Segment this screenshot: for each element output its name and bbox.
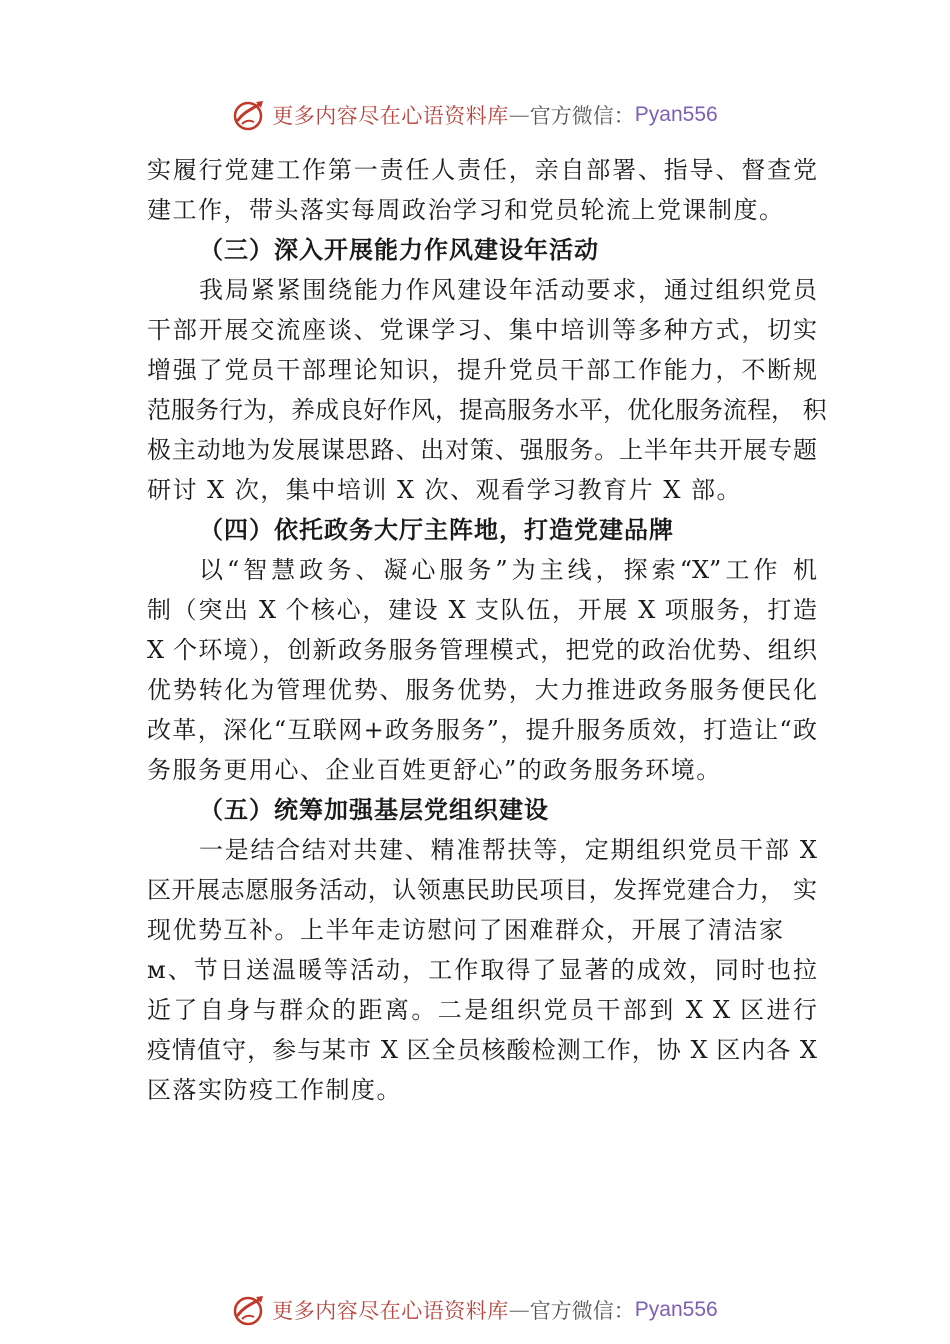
text-line: 改革，深化“互联网+政务服务”，提升服务质效，打造让“政 (147, 716, 817, 744)
text-line: м、节日送温暖等活动，工作取得了显著的成效，同时也拉 (147, 956, 817, 984)
text-line: 建工作，带头落实每周政治学习和党员轮流上党课制度。 (147, 196, 785, 224)
text-line: 现优势互补。上半年走访慰问了困难群众，开展了清洁家 (147, 916, 785, 944)
watermark-wechat-label: 官方微信： (529, 1299, 635, 1323)
document-body (147, 150, 827, 1110)
pen-logo-icon (232, 1293, 266, 1327)
section-heading: （五）统筹加强基层党组织建设 (199, 795, 549, 824)
watermark-separator: — (508, 103, 530, 127)
text-line: 疫情值守，参与某市 X 区全员核酸检测工作，协 X 区内各 X (147, 1036, 817, 1064)
watermark-wechat-label: 官方微信： (529, 104, 635, 128)
text-line: 研讨 X 次，集中培训 X 次、观看学习教育片 X 部。 (147, 476, 743, 504)
watermark-text: 更多内容尽在心语资料库 (272, 1299, 509, 1323)
text-line: 区落实防疫工作制度。 (147, 1076, 402, 1104)
watermark-separator: — (508, 1298, 530, 1322)
text-line: 务服务更用心、企业百姓更舒心”的政务服务环境。 (147, 756, 722, 784)
text-line: 制（突出 X 个核心，建设 X 支队伍，开展 X 项服务，打造 (147, 596, 817, 624)
text-line: 优势转化为管理优势、服务优势，大力推进政务服务便民化 (147, 676, 817, 704)
text-line: 以“智慧政务、凝心服务”为主线，探索“X”工作 机 (199, 556, 817, 584)
text-line: 一是结合结对共建、精准帮扶等，定期组织党员干部 X (199, 836, 817, 864)
watermark-banner-top (0, 95, 950, 135)
text-line: 范服务行为，养成良好作风，提高服务水平，优化服务流程， 积 (147, 396, 827, 424)
text-line: X 个环境），创新政务服务管理模式，把党的政治优势、组织 (147, 636, 817, 664)
watermark-text: 更多内容尽在心语资料库 (272, 104, 509, 128)
text-line: 我局紧紧围绕能力作风建设年活动要求，通过组织党员 (199, 276, 817, 304)
pen-logo-icon (232, 98, 266, 132)
text-line: 极主动地为发展谋思路、出对策、强服务。上半年共开展专题 (147, 436, 817, 464)
text-line: 干部开展交流座谈、党课学习、集中培训等多种方式，切实 (147, 316, 817, 344)
text-line: 区开展志愿服务活动，认领惠民助民项目，发挥党建合力， 实 (147, 876, 817, 904)
watermark-wechat-id: Pyan556 (634, 1298, 718, 1321)
text-line: 实履行党建工作第一责任人责任，亲自部署、指导、督查党 (147, 156, 817, 184)
text-line: 近了自身与群众的距离。二是组织党员干部到 X X 区进行 (147, 996, 817, 1024)
watermark-wechat-id: Pyan556 (634, 103, 718, 126)
watermark-banner-bottom (0, 1290, 950, 1330)
text-line: 增强了党员干部理论知识，提升党员干部工作能力，不断规 (147, 356, 817, 384)
section-heading: （三）深入开展能力作风建设年活动 (199, 235, 599, 264)
section-heading: （四）依托政务大厅主阵地，打造党建品牌 (199, 515, 674, 544)
